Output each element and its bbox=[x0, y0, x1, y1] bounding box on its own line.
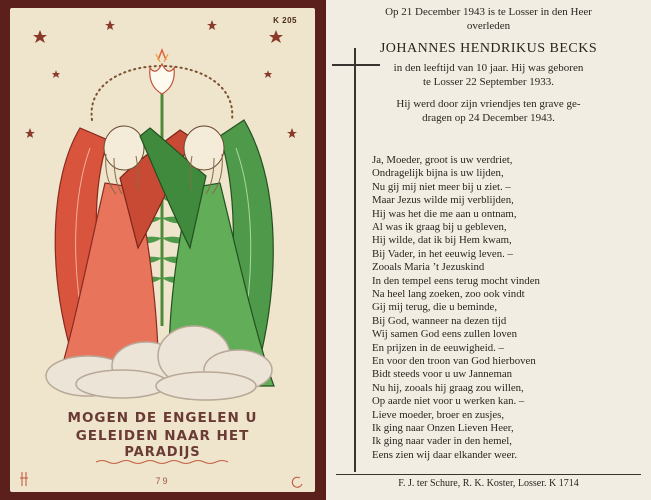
death-notice-line: Op 21 December 1943 is te Losser in den Heer bbox=[385, 6, 592, 18]
poem-line: Maar Jezus wilde mij verblijden, bbox=[372, 194, 514, 207]
green-angel-head bbox=[184, 126, 224, 170]
caption-line: GELEIDEN NAAR HET bbox=[75, 428, 250, 444]
poem-line: Bij God, wanneer na dezen tijd bbox=[372, 314, 507, 327]
footer-rule bbox=[336, 474, 641, 475]
card-code: K 205 bbox=[273, 16, 297, 25]
caption-line: MOGEN DE ENGELEN U bbox=[67, 410, 258, 426]
poem-line: Wij samen God eens zullen loven bbox=[372, 328, 517, 341]
poem-line: Zooals Maria ’t Jezuskind bbox=[372, 261, 485, 274]
star-icon bbox=[52, 70, 60, 78]
poem-line: En voor den troon van God hierboven bbox=[372, 355, 536, 367]
page-number: 79 bbox=[155, 476, 170, 486]
poem-line: Nu hij, zooals hij graag zou willen, bbox=[372, 381, 524, 394]
burial-line: dragen op 24 December 1943. bbox=[422, 112, 555, 124]
poem-line: Ik ging naar Onzen Lieven Heer, bbox=[372, 422, 514, 434]
poem-line: Al was ik graag bij u gebleven, bbox=[372, 221, 507, 233]
age-line: in den leeftijd van 10 jaar. Hij was geboren bbox=[393, 62, 584, 74]
deceased-name: JOHANNES HENDRIKUS BECKS bbox=[379, 41, 598, 56]
holy-card-picture bbox=[0, 0, 323, 500]
star-icon bbox=[269, 30, 283, 43]
poem-line: Eens zien wij daar elkander weer. bbox=[372, 448, 518, 461]
picture-panel bbox=[10, 8, 315, 492]
star-icon bbox=[105, 20, 115, 30]
memorial-text-card bbox=[326, 0, 651, 500]
poem-line: Na heel lang zoeken, zoo ook vindt bbox=[372, 288, 525, 300]
star-icon bbox=[25, 128, 35, 138]
poem-line: Bidt steeds voor u uw Janneman bbox=[372, 368, 513, 381]
poem-line: Hij wilde, dat ik bij Hem kwam, bbox=[372, 234, 512, 247]
poem-line: Nu gij mij niet meer bij u ziet. – bbox=[372, 180, 511, 193]
poem-line: Ondragelijk bijna is uw lijden, bbox=[372, 167, 504, 180]
star-icon bbox=[207, 20, 217, 30]
caption-line: PARADIJS bbox=[124, 445, 201, 460]
poem-line: En prijzen in de eeuwigheid. – bbox=[372, 341, 504, 354]
star-icon bbox=[264, 70, 272, 78]
burial-line: Hij werd door zijn vriendjes ten grave ge- bbox=[396, 98, 581, 110]
age-line: te Losser 22 September 1933. bbox=[422, 76, 555, 88]
printer-footer: F. J. ter Schure, R. K. Koster, Losser. K 1714 bbox=[398, 478, 579, 489]
lily-flower bbox=[150, 50, 175, 94]
poem-line: Bij Vader, in het eeuwig leven. – bbox=[372, 247, 513, 260]
poem-line: Gij mij terug, die u beminde, bbox=[372, 301, 498, 314]
death-notice-line: overleden bbox=[466, 20, 511, 32]
poem-line: Ik ging naar vader in den hemel, bbox=[372, 435, 513, 448]
red-angel-head bbox=[104, 126, 144, 170]
poem-line: Ja, Moeder, groot is uw verdriet, bbox=[372, 154, 513, 166]
poem-line: Hij was het die me aan u ontnam, bbox=[372, 207, 517, 220]
poem-line: In den tempel eens terug mocht vinden bbox=[372, 274, 540, 287]
poem-line: Op aarde niet voor u werken kan. – bbox=[372, 395, 525, 408]
star-icon bbox=[33, 30, 47, 43]
poem-line: Lieve moeder, broer en zusjes, bbox=[372, 408, 505, 421]
star-icon bbox=[287, 128, 297, 138]
